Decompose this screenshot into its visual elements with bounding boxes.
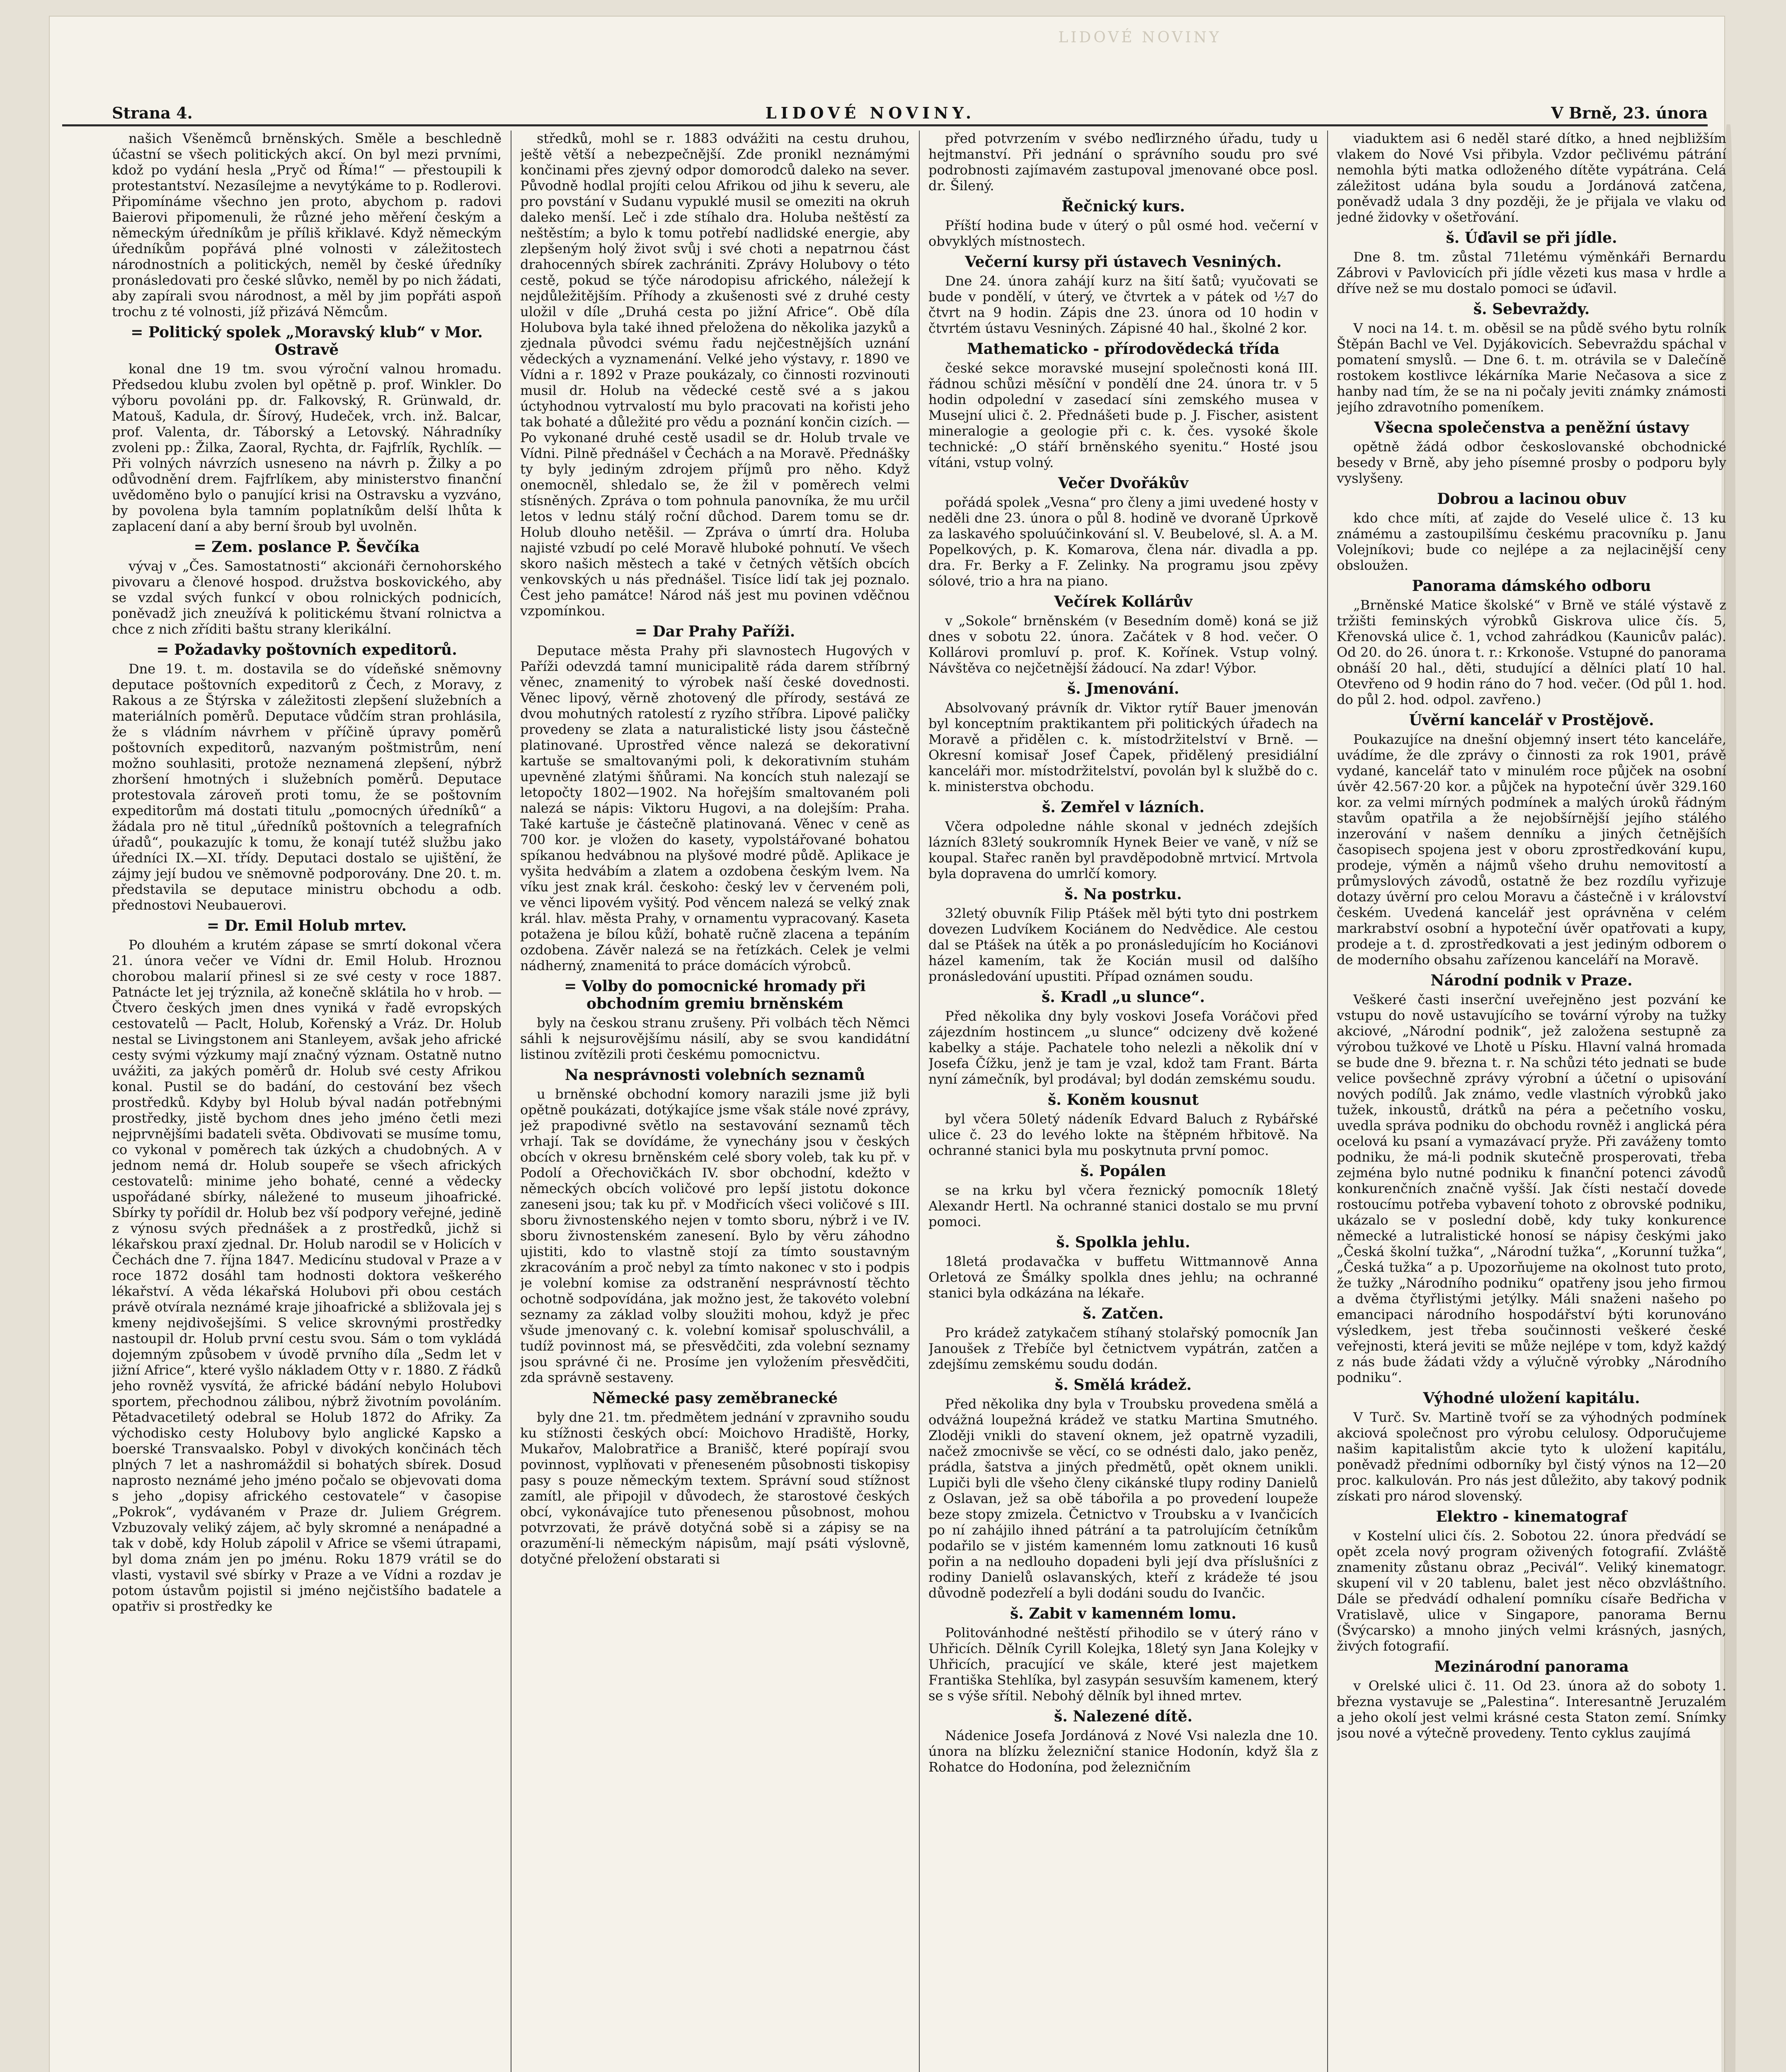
- article-paragraph: konal dne 19 tm. svou výroční valnou hromadu. Předsedou klubu zvolen byl opětně p. prof. Winkler. Do výboru povoláni pp. dr. Falkovský, R. Grünwald, dr. Matouš, Kadula, dr. Šírový, Hudeček, vrch. inž. Balcar, prof. Valenta, dr. Táborský a Letovský. Náhradníky zvoleni pp.: Žilka, Zaoral, Rychta, dr. Fajfrlík, Rychlík. — Při volných návrzích usneseno na návrh p. Žilky a po odůvodnění drem. Fajfrlíkem, aby ministerstvo finanční uvědoměno bylo o panující krisi na Ostravsku a vyzváno, by povolena byla tamním poplatníkům delší lhůta k zaplacení daní a aby berní šroub byl uvolněn.: [112, 361, 502, 534]
- article-paragraph: Po dlouhém a krutém zápase se smrtí dokonal včera 21. února večer ve Vídni dr. Emil Holub. Hroznou chorobou malarií přinesl si ze své cesty v roce 1887. Patnácte let jej trýznila, až konečně sklátila ho v hrob. — Čtvero českých jmen dnes vyniká v řadě evropských cestovatelů — Paclt, Holub, Kořenský a Vráz. Dr. Holub nestal se Livingstonem ani Stanleyem, avšak jeho africké cesty svými výzkumy mají značný význam. Ostatně nutno uvážiti, za jakých poměrů dr. Holub své cesty Afrikou konal. Pustil se do badání, do cestování bez všech prostředků. Kdyby byl Holub býval nadán potřebnými prostředky, jistě bychom dnes jeho jméno četli mezi nejprvnějšími badateli světa. Obdivovati se musíme tomu, co vykonal v poměrech tak úzkých a chudobných. A v jednom nemá dr. Holub soupeře se všech afrických cestovatelů: minime jeho bohaté, cenné a vědecky uspořádané sbírky, náležené to museum jihoafrické. Sbírky ty pořídil dr. Holub bez vší podpory veřejné, jedině z výnosu svých přednášek a z prostředků, jichž si lékařskou praxí zjednal. Dr. Holub narodil se v Holicích v Čechách dne 7. října 1847. Medicínu studoval v Praze a v roce 1872 dosáhl tam hodnosti doktora veškerého lékařství. A věda lékařská Holubovi při obou cestách právě otvírala neznámé kraje jihoafrické a sbližovala jej s kmeny nejdivošejšími. S velice skrovnými prostředky nastoupil dr. Holub první cestu svou. Sám o tom vykládá dojemným způsobem v úvodě prvního díla „Sedm let v jižní Africe“, které vyšlo nákladem Otty v r. 1880. Z řádků jeho rovněž vysvítá, že africké bádání nebylo Holubovi sportem, přechodnou zálibou, nýbrž životním povoláním. Pětadvacetiletý odebral se Holub 1872 do Afriky. Za východisko cesty Holubovy bylo anglické Kapsko a boerské Transvaalsko. Pobyl v divokých končinách těch plných 7 let a nashromáždil si bohatých sbírek. Dosud naprosto neznámé jeho jméno počalo se objevovati doma s jeho „dopisy afrického cestovatele“ v časopise „Pokrok“, vydávaném v Praze dr. Juliem Grégrem. Vzbuzovaly veliký zájem, ač byly skromné a nenápadné a tak v době, kdy Holub zápolil v Africe se všemi útrapami, byl doma znám jen po jménu. Roku 1879 vrátil se do vlasti, vystavil své sbírky v Praze a ve Vídni a rozdav je potom ústavům pojistil si jméno nejčistšího badatele a opatřiv si prostředky ke: [112, 937, 502, 1614]
- article-paragraph: u brněnské obchodní komory narazili jsme již byli opětně poukázati, dotýkajíce jsme však stále nové zprávy, jež prapodivné světlo na sestavování seznamů těch vrhají. Tak se dovídáme, že vynechány jsou v českých obcích v okresu brněnském celé sbory voleb, tak ku př. v Podolí a Ořechovičkách IV. sbor obchodní, kdežto v německých obcích voličové pro lepší jistotu dokonce zaneseni jsou; tak ku př. v Modřicích všeci voličové s III. sboru živnostenského nejen v tomto sboru, nýbrž i ve IV. sboru živnostenském zanesení. Bylo by věru záhodno ujistiti, kdo to vlastně stojí za tímto soustavným zkracováním a proč nebyl za tímto nakonec v sto i podpis je volební komise za odstranění nesprávností těchto ochotně sodpovídána, jak možno jest, že takovéto volební seznamy za základ volby sloužiti mohou, když je přec všude jmenovaný c. k. volební komisař spoluschválil, a tudíž povinnost má, se přesvědčiti, zda volební seznamy jsou správné či ne. Prosíme jen vyložením přesvědčiti, zda správně sestaveny.: [520, 1086, 910, 1385]
- article-heading: Mathematicko - přírodovědecká třída: [967, 340, 1280, 358]
- article-paragraph: Příští hodina bude v úterý o půl osmé hod. večerní v obvyklých místnostech.: [928, 218, 1318, 249]
- article-heading: Úvěrní kancelář v Prostějově.: [1409, 712, 1654, 729]
- article-heading: Mezinárodní panorama: [1434, 1658, 1629, 1675]
- article-heading: = Zem. poslance P. Ševčíka: [194, 538, 420, 556]
- text-column-3: [928, 131, 1318, 2072]
- paper-stain: [1720, 124, 1737, 2072]
- article-paragraph: se na krku byl včera řeznický pomocník 18letý Alexandr Hertl. Na ochranné stanici dostalo se mu první pomoci.: [928, 1182, 1318, 1230]
- article-paragraph: Deputace města Prahy při slavnostech Hugových v Paříži odevzdá tamní municipalitě ráda darem stříbrný věnec, znamenitý to výrobek naší české dovednosti. Věnec lipový, věrně zhotovený dle přírody, sestává ze dvou mohutných ratolestí z ryzího stříbra. Lipové paličky provedeny se zlata a naturalistické listy jsou částečně platinované. Uprostřed věnce nalezá se dekorativní kartuše se smaltovanými poli, k dekorativním stuhám upevněné zlatými šňůrami. Na koncích stuh nalezají se letopočty 1802—1902. Na hořejším smaltovaném poli nalezá se nápis: Viktoru Hugovi, a na dolejším: Praha. Také kartuše je částečně platinovaná. Věnec v ceně as 700 kor. je vložen do kasety, vypolstářované bohatou spíkanou hedvábnou na plyšové modré půdě. Aplikace je vyšita hedvábím a zlatem a ozdobena českým lvem. Na víku jest znak král. českoho: český lev v červeném poli, ve věnci lipovém vyšitý. Pod věncem nalezá se velký znak král. hlav. města Prahy, v ornamentu vypracovaný. Kaseta potažena je bílou kůží, bohatě ručně zlacena a tepáním ozdobena. Závěr nalezá se na řetízkách. Celek je velmi nádherný, znamenitá to práce domácích výrobců.: [520, 643, 910, 973]
- text-column-1: [112, 131, 502, 2072]
- article-paragraph: v Orelské ulici č. 11. Od 23. února až do soboty 1. března vystavuje se „Palestina“. Interesantně Jeruzalém a jeho okolí jest velmi krásné cesta Staton zemí. Snímky jsou nové a výtečně provedeny. Tento cyklus zaujímá: [1337, 1678, 1726, 1741]
- article-paragraph: 18letá prodavačka v buffetu Wittmannově Anna Orletová ze Šmálky spolkla dnes jehlu; na ochranné stanici byla odkázána na lékaře.: [928, 1254, 1318, 1301]
- article-paragraph: Absolvovaný právník dr. Viktor rytíř Bauer jmenován byl konceptním praktikantem při politických úřadech na Moravě a přidělen c. k. místodržitelství v Brně. — Okresní komisař Josef Čapek, přidělený presidiální kanceláři mor. místodržitelství, povolán byl k službě do c. k. ministerstva obchodu.: [928, 700, 1318, 794]
- article-paragraph: české sekce moravské musejní společnosti koná III. řádnou schůzi měsíční v pondělí dne 24. února tr. v 5 hodin odpolední v zasedací síni zemského musea v Musejní ulici č. 2. Přednášeti bude p. J. Fischer, asistent mineralogie a geologie při c. k. čes. vysoké škole technické: „O stáří brněnského syenitu.“ Hosté jsou vítáni, vstup volný.: [928, 360, 1318, 470]
- article-heading: š. Úďavil se při jídle.: [1446, 229, 1617, 247]
- article-heading: š. Spolkla jehlu.: [1056, 1234, 1190, 1251]
- text-column-4: [1337, 131, 1726, 2072]
- article-paragraph: byly na českou stranu zrušeny. Při volbách těch Němci sáhli k nejsurovějšímu násilí, aby se svou kandidátní listinou zvítězili proti českému pomocnictvu.: [520, 1015, 910, 1062]
- article-paragraph: kdo chce míti, ať zajde do Veselé ulice č. 13 ku známému a zastoupilšímu českému pracovníku p. Janu Volejníkovi; bude co nejlépe a za nejlacinější ceny obsloužen.: [1337, 510, 1726, 573]
- article-paragraph: středků, mohl se r. 1883 odvážiti na cestu druhou, ještě větší a nebezpečnější. Zde pronikl neznámými končinami přes zjevný odpor domorodců daleko na sever. Původně hodlal projíti celou Afrikou od jihu k severu, ale pro povstání v Sudanu vypuklé musil se omeziti na okruh daleko menší. Leč i zde stíhalo dra. Holuba neštěstí za neštěstím; a bylo k tomu potřebí nadlidské energie, aby zlepšeným holý život svůj i své choti a nepatrnou část drahocenných sbírek zachrániti. Zprávy Holubovy o této cestě, pokud se týče národopisu afrického, náležejí k nejdůležitějším. Příhody a zkušenosti své z druhé cesty uložil v díle „Druhá cesta po jižní Africe“. Obě díla Holubova byla také ihned přeložena do několika jazyků a zjednala původci svému řadu nejčestnějších uznání vědeckých a vyznamenání. Velké jeho výstavy, r. 1890 ve Vídni a r. 1892 v Praze poukázaly, co činnosti rozvinouti musil dr. Holub na vědecké cestě své a s jakou úctyhodnou vytrvalostí mu bylo pracovati na kořisti jeho tak bohaté a důležité pro vědu a poznání končin cizích. — Po vykonané druhé cestě usadil se dr. Holub trvale ve Vídni. Pilně přednášel v Čechách a na Moravě. Přednášky ty byly jediným zdrojem příjmů pro něho. Když onemocněl, shledalo se, že žil v poměrech velmi stísněných. Zpráva o tom pohnula panovníka, že mu určil letos v lednu stálý roční důchod. Darem tomu se dr. Holub dlouho netěšil. — Zpráva o úmrtí dra. Holuba najisté vzbudí po celé Moravě hluboké pohnutí. Ve všech skoro našich městech a také v četných větších obcích venkovských u nás přednášel. Tisíce lidí tak jej poznalo. Čest jeho památce! Národ náš jest mu povinen vděčnou vzpomínkou.: [520, 131, 910, 619]
- article-paragraph: našich Všeněmců brněnských. Směle a beschledně účastní se všech politických akcí. On byl mezi prvními, kdož po vydání hesla „Pryč od Říma!“ — přestoupili k protestantství. Nezasílejme a nevytýkáme to p. Rodlerovi. Připomínáme všechno jen proto, abychom p. radovi Baierovi připomenuli, že různé jeho měření českým a německým úředníkům je příliš křiklavé. Když německým úředníkům popřává plné volnosti v záležitostech národnostních a politických, neměl by české úředníky pronásledovati pro české slůvko, neměl by po nich žádati, aby zapírali svou národnost, a měl by jim popřáti aspoň trochu z té volnosti, jíž přizává Němcům.: [112, 131, 502, 320]
- article-heading: Národní podnik v Praze.: [1430, 972, 1633, 989]
- article-heading: = Politický spolek „Moravský klub“ v Mor. Ostravě: [131, 324, 483, 358]
- article-heading: š. Na postrku.: [1064, 886, 1182, 903]
- column-divider: [1327, 131, 1328, 2072]
- article-paragraph: Dne 19. t. m. dostavila se do vídeňské sněmovny deputace poštovních expeditorů z Čech, z Moravy, z Rakous a ze Štýrska v záležitosti zlepšení služebních a materiálních poměrů. Deputace vůdčím stran prohlásila, že s vládním návrhem v příčině úpravy poměrů poštovních expeditorů, nazvaným poštmistrům, není možno souhlasiti, protože neznamená zlepšení, nýbrž zhoršení hmotných i služebních poměrů. Deputace protestovala zároveň proti tomu, že se poštovním expeditorům má dostati titulu „pomocných úředníků“ a žádala pro ně titul „úředníků poštovních a telegrafních úřadů“, poukazujíc k tomu, že konají tutéž službu jako úředníci IX.—XI. třídy. Deputaci dostalo se ujištění, že zájmy její budou ve sněmovně podporovány. Dne 20. t. m. představila se deputace ministru obchodu a odb. přednostovi Neubauerovi.: [112, 661, 502, 913]
- article-paragraph: Dne 8. tm. zůstal 71letému výměnkáři Bernardu Zábrovi v Pavlovicích při jídle vězeti kus masa v hrdle a dříve než se mu dostalo pomoci se úďavil.: [1337, 249, 1726, 296]
- article-heading: Řečnický kurs.: [1061, 198, 1185, 215]
- article-paragraph: Pro krádež zatykačem stíhaný stolařský pomocník Jan Janoušek z Třebíče byl četnictvem vypátrán, zatčen a zdejšímu zemskému soudu dodán.: [928, 1325, 1318, 1372]
- article-heading: = Dr. Emil Holub mrtev.: [206, 917, 407, 934]
- article-paragraph: vývaj v „Čes. Samostatnosti“ akcionáři černohorského pivovaru a členové hospod. družstva boskovického, aby se vzdal svých funkcí v obou rolnických podnicích, poněvadž jich zneužívá k politickému štvaní rolnictva a chce z nich zříditi baštu strany klerikální.: [112, 558, 502, 637]
- article-paragraph: byl včera 50letý nádeník Edvard Baluch z Rybářské ulice č. 23 do levého lokte na štěpném hřbitově. Na ochranné stanici byla mu poskytnuta první pomoc.: [928, 1111, 1318, 1158]
- page-header: [62, 25, 1708, 120]
- article-heading: Elektro - kinematograf: [1436, 1508, 1627, 1525]
- article-heading: Všecna společenstva a peněžní ústavy: [1374, 419, 1689, 436]
- article-paragraph: Včera odpoledne náhle skonal v jednéch zdejších lázních 83letý soukromník Hynek Beier ve vaně, v níž se koupal. Stařec raněn byl pravděpodobně mrtvicí. Mrtvola byla dopravena do umrlčí komory.: [928, 818, 1318, 881]
- article-paragraph: opětně žádá odbor českoslovanské obchodnické besedy v Brně, aby jeho písemné prosby o podporu byly vyslyšeny.: [1337, 439, 1726, 486]
- article-paragraph: „Brněnské Matice školské“ v Brně ve stálé výstavě z tržišti feminských výrobků Giskrova ulice čís. 5, Křenovská ulice č. 1, vchod zahrádkou (Kaunicův palác). Od 20. do 26. února t. r.: Krkonoše. Vstupné do panorama obnáší 20 hal., děti, studující a dělníci platí 10 hal. Otevřeno od 9 hodin ráno do 7 hod. večer. (Od půl 1. hod. do půl 2. hod. odpol. zavřeno.): [1337, 597, 1726, 707]
- masthead-title: LIDOVÉ NOVINY.: [765, 104, 976, 122]
- article-heading: Večer Dvořákův: [1058, 474, 1189, 492]
- article-paragraph: v Kostelní ulici čís. 2. Sobotou 22. února předvádí se opět zcela nový program oživených fotografií. Zvláště znamenity zůstanu obraz „Pecivál“. Veliký kinematogr. skupení vil v 20 tablenu, balet jest něco obzvláštního. Dále se předvádí odhalení pomníku císaře Bedřicha v Vratislavě, ulice v Singapore, panorama Bernu (Švýcarsko) a mnoho jiných velmi krásných, jasných, živých fotografií.: [1337, 1528, 1726, 1654]
- article-heading: = Požadavky poštovních expeditorů.: [156, 641, 457, 658]
- article-heading: Večerní kursy při ústavech Vesniných.: [964, 253, 1282, 271]
- column-divider: [919, 131, 920, 2072]
- article-paragraph: Před několika dny byla v Troubsku provedena smělá a odvážná loupežná krádež ve statku Martina Smutného. Zloději vnikli do stavení oknem, jež opatrně vyzadili, načež zmocnivše se věcí, co se odnésti dalo, jako peněz, prádla, šatstva a jiných předmětů, opět oknem unikli. Lupiči byli dle všeho členy cikánské tlupy rodiny Danielů z Oslavan, jež sa obě tábořila a po provedení loupeže beze stopy zmizela. Četnictvo v Troubsku a v Ivančicích po ní zahájilo ihned pátrání a ta patrolujícím četníkům podařilo se v jistém kamenném lomu zatknouti 16 kusů pořin a na nedlouho dopadeni byli její dva příslušníci z rodiny Danielů oslavanských, kteří z krádeže té jsou důvodně podezřelí a byli dodáni soudu do Ivančic.: [928, 1396, 1318, 1601]
- page-number: Strana 4.: [112, 104, 193, 122]
- article-heading: š. Popálen: [1080, 1162, 1166, 1180]
- article-heading: = Dar Prahy Paříži.: [635, 623, 795, 640]
- article-heading: Panorama dámského odboru: [1412, 577, 1651, 595]
- article-heading: = Volby do pomocnické hromady při obchodním gremiu brněnském: [564, 978, 866, 1012]
- article-heading: š. Zabit v kamenném lomu.: [1010, 1605, 1237, 1622]
- article-heading: š. Smělá krádež.: [1054, 1376, 1192, 1394]
- article-heading: Na nesprávnosti volebních seznamů: [565, 1066, 865, 1084]
- article-paragraph: V noci na 14. t. m. oběsil se na půdě svého bytu rolník Štěpán Bachl ve Vel. Dyjákovicích. Sebevraždu spáchal v pomatení smyslů. — Dne 6. t. m. otrávila se v Dalečíně rostokem kostlivce lékárníka Marie Nečasova a sice z hanby nad tím, že se na ni počaly jeviti známky známosti jejího zdravotního pomeníkem.: [1337, 320, 1726, 415]
- article-paragraph: před potvrzením v svébo neďlirzného úřadu, tudy u hejtmanství. Při jednání o správního soudu pro své podrobnosti zajímavém zastupoval jmenované obce posl. dr. Šilený.: [928, 131, 1318, 194]
- article-heading: Večírek Kollárův: [1054, 593, 1192, 610]
- article-heading: š. Jmenování.: [1067, 680, 1180, 697]
- article-heading: Výhodné uložení kapitálu.: [1423, 1389, 1640, 1407]
- article-heading: Dobrou a lacinou obuv: [1437, 490, 1626, 508]
- article-heading: Německé pasy zeměbranecké: [592, 1389, 838, 1407]
- header-rule: [62, 124, 1708, 126]
- article-heading: š. Zatčen.: [1083, 1305, 1164, 1322]
- article-paragraph: byly dne 21. tm. předmětem jednání v zpravniho soudu ku stížnosti českých obcí: Moichovo Hradiště, Horky, Mukařov, Malobratřice a Branišč, které popírají svou povinnost, vyplňovati v přeneseném působnosti tiskopisy pasy s pouze německým textem. Správní soud stížnost zamítl, ale připojil v důvodech, že starostové českých obcí, vykonávajíce tuto přenesenou působnost, mohou potvrzovati, že právě dotyčná sobě si a zápisy se na orazumění-li německým nápisům, mají psáti výslovně, dotyčné přeložení obstarati si: [520, 1409, 910, 1567]
- article-paragraph: V Turč. Sv. Martině tvoří se za výhodných podmínek akciová společnost pro výrobu celulosy. Odporučujeme našim kapitalistům akcie tyto k uložení kapitálu, poněvadž předními odborníky byl čistý výnos na 12—20 proc. kalkulován. Pro nás jest důležito, aby takový podnik získati pro národ slovenský.: [1337, 1409, 1726, 1504]
- article-heading: š. Zemřel v lázních.: [1042, 799, 1205, 816]
- place-and-date: V Brně, 23. února: [1551, 104, 1708, 122]
- bleed-through-text: LIDOVÉ NOVINY: [1058, 29, 1221, 46]
- article-paragraph: Dne 24. února zahájí kurz na šití šatů; vyučovati se bude v pondělí, v úterý, ve čtvrtek a v pátek od ½7 do čtvrt na 9 hodin. Zápis dne 23. února od 10 hodin v čtvrtém ústavu Vesniných. Zápisné 40 hal., školné 2 kor.: [928, 273, 1318, 336]
- article-paragraph: Politovánhodné neštěstí přihodilo se v úterý ráno v Uhřicích. Dělník Cyrill Kolejka, 18letý syn Jana Kolejky v Uhřicích, pracující ve skále, které jest majetkem Františka Stehlíka, byl zasypán sesuvším kamenem, který se s výše sřítil. Nebohý dělník byl ihned mrtev.: [928, 1625, 1318, 1704]
- article-paragraph: Nádenice Josefa Jordánová z Nové Vsi nalezla dne 10. února na blízku železniční stanice Hodonín, když šla z Rohatce do Hodonína, pod železničním: [928, 1728, 1318, 1775]
- article-paragraph: 32letý obuvník Filip Ptášek měl býti tyto dni postrkem dovezen Ludvíkem Kociánem do Nedvědice. Ale cestou dal se Ptášek na útěk a po pronásledujícím ho Kociánovi házel kamením, tak že Kocián musil od dalšího pronásledování upustiti. Případ oznámen soudu.: [928, 905, 1318, 984]
- article-paragraph: v „Sokole“ brněnském (v Besedním domě) koná se již dnes v sobotu 22. února. Začátek v 8 hod. večer. O Kollárovi promluví p. prof. K. Kořínek. Vstup volný. Návštěva co nejčetnější žádoucí. Na zdar! Výbor.: [928, 613, 1318, 676]
- article-paragraph: viaduktem asi 6 neděl staré dítko, a hned nejbližším vlakem do Nové Vsi přibyla. Vzdor pečlivému pátrání nemohla býti matka odloženého dítěte vypátrána. Celá záležitost udána byla soudu a Jordánová zatčena, poněvadž udala 3 dny později, že je přijala ve vlaku od jedné židovky v ošetřování.: [1337, 131, 1726, 225]
- text-column-2: [520, 131, 910, 2072]
- article-paragraph: Poukazujíce na dnešní objemný insert této kanceláře, uvádíme, že dle zprávy o činnosti za rok 1901, právě vydané, kancelář tato v minulém roce půjček na osobní úvěr 42.567·20 kor. a půjček na hypoteční úvěr 329.160 kor. za velmi mírných podmínek a malých úroků řádným stavům opatřila a že nejobšírnější jejího stálého inzerování v našem denníku a jiných četnějších časopisech spojena jest v oboru zprostředkování kupu, prodeje, výměn a nájmů všeho druhu nemovitostí a průmyslových závodů, ostatně že bez rozdílu vyřizuje dotazy úvěrní pro celou Moravu a částečně i v království českém. Uvedená kancelář jest oprávněna v celém markrabství osobní a hypoteční úvěr opatřovati a kupy, prodeje a t. d. zprostředkovati a jest jediným odborem o de moderního obsahu zařízenou kanceláří na Moravě.: [1337, 731, 1726, 968]
- article-paragraph: pořádá spolek „Vesna“ pro členy a jimi uvedené hosty v neděli dne 23. února o půl 8. hodině ve dvoraně Úprkově za laskavého spoluúčinkování sl. V. Beubelové, sl. A. a M. Popelkových, p. K. Komarova, člena nár. divadla a pp. dra. Fr. Berky a F. Zelinky. Na programu jsou zpěvy sólové, trio a hra na piano.: [928, 494, 1318, 589]
- article-paragraph: Veškeré časti inserční uveřejněno jest pozvání ke vstupu do nově ustavujícího se tovární výroby na tužky akciové, „Národní podnik“, jež založena sestupně za výrobou tužkové ve Lhotě u Písku. Hlavní valná hromada se bude dne 9. března t. r. Na schůzi této jednati se bude velice povšechně zprávy výrobní a účetní o upisování nových podílů. Jak známo, vedle vlastních výrobků jako tužek, inkoustů, drátků na péra a pečetního vosku, uvedla správa podniku do obchodu rovněž i anglická péra ocelová ku psaní a vymazávací pryže. Při zaváženy tomto podniku, že má-li podnik skutečně prosperovati, třeba zejména bylo nutné podniku k finanční potenci závodů konkurenčních značně vyšší. Jak čísti nestačí dovede rostoucímu potřeba vybavení tohoto z obrovské podniku, ukázalo se v poslední době, kdy tuky konkurence německé a lutralistické honosí se nápisy českými jako „Česká školní tužka“, „Národní tužka“, „Korunní tužka“, „Česká tužka“ a p. Upozorňujeme na okolnost tuto proto, že tužky „Národního podniku“ opatřeny jsou jeho firmou a dvěma čtyřlistými jetýlky. Máli snaženi našeho po emancipaci národního hospodářství býti korunováno výsledkem, jest třeba součinnosti veškeré české veřejnosti, která jeviti se může nejlépe v tom, když každý z nás bude žádati vždy a výlučně výrobky „Národního podniku“.: [1337, 992, 1726, 1385]
- article-heading: š. Koněm kousnut: [1048, 1091, 1199, 1109]
- article-paragraph: Před několika dny byly voskovi Josefa Voráčovi před zájezdním hostincem „u slunce“ odcizeny dvě kožené kabelky a stáje. Pachatele toho nelezli a několik dní v Josefa Čížku, jenž je tam je vzal, kdož tam Frant. Bárta nyní zámečník, byl prodával; byl dodán zemskému soudu.: [928, 1008, 1318, 1087]
- article-heading: š. Sebevraždy.: [1473, 300, 1590, 318]
- article-heading: š. Kradl „u slunce“.: [1041, 988, 1205, 1006]
- article-heading: š. Nalezené dítě.: [1054, 1708, 1193, 1725]
